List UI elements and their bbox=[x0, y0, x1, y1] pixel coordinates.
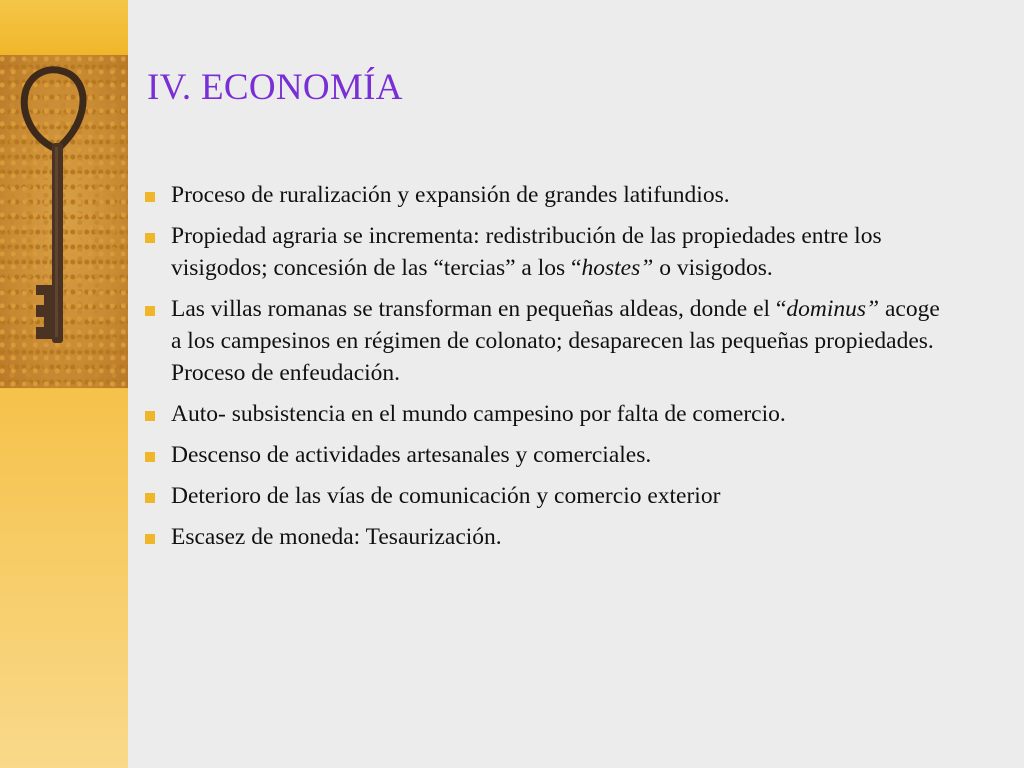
bullet-item bbox=[145, 439, 945, 471]
slide-title: IV. ECONOMÍA bbox=[147, 67, 403, 108]
bullet-text: o visigodos. bbox=[653, 255, 773, 281]
bullet-text: Auto- subsistencia en el mundo campesino por falta de comercio. bbox=[171, 401, 786, 427]
bullet-item bbox=[145, 480, 945, 512]
bullet-list bbox=[145, 179, 945, 562]
square-bullet-icon bbox=[145, 493, 155, 503]
bullet-text: Escasez de moneda: Tesaurización. bbox=[171, 524, 502, 550]
sidebar-decoration bbox=[0, 0, 128, 768]
bullet-item bbox=[145, 179, 945, 211]
key-icon bbox=[0, 55, 128, 388]
bullet-text-italic: dominus” bbox=[786, 296, 880, 322]
bullet-item bbox=[145, 521, 945, 553]
bullet-item bbox=[145, 293, 945, 389]
bullet-text: Deterioro de las vías de comunicación y comercio exterior bbox=[171, 483, 721, 509]
bullet-item bbox=[145, 398, 945, 430]
bullet-text: Proceso de ruralización y expansión de grandes latifundios. bbox=[171, 182, 730, 208]
bullet-item bbox=[145, 220, 945, 284]
square-bullet-icon bbox=[145, 411, 155, 421]
key-photo bbox=[0, 55, 128, 388]
square-bullet-icon bbox=[145, 306, 155, 316]
square-bullet-icon bbox=[145, 233, 155, 243]
bullet-text: Propiedad agraria se incrementa: redistribución de las propiedades entre los visigodos; concesión de las “tercias” a los “ bbox=[171, 223, 882, 281]
bullet-text-italic: hostes” bbox=[581, 255, 654, 281]
bullet-text: Descenso de actividades artesanales y comerciales. bbox=[171, 442, 652, 468]
square-bullet-icon bbox=[145, 534, 155, 544]
square-bullet-icon bbox=[145, 452, 155, 462]
bullet-text: acoge a los campesinos en régimen de colonato; desaparecen las pequeñas propiedades. Proceso de enfeudación. bbox=[171, 296, 940, 386]
bullet-text: Las villas romanas se transforman en pequeñas aldeas, donde el “ bbox=[171, 296, 787, 322]
square-bullet-icon bbox=[145, 192, 155, 202]
